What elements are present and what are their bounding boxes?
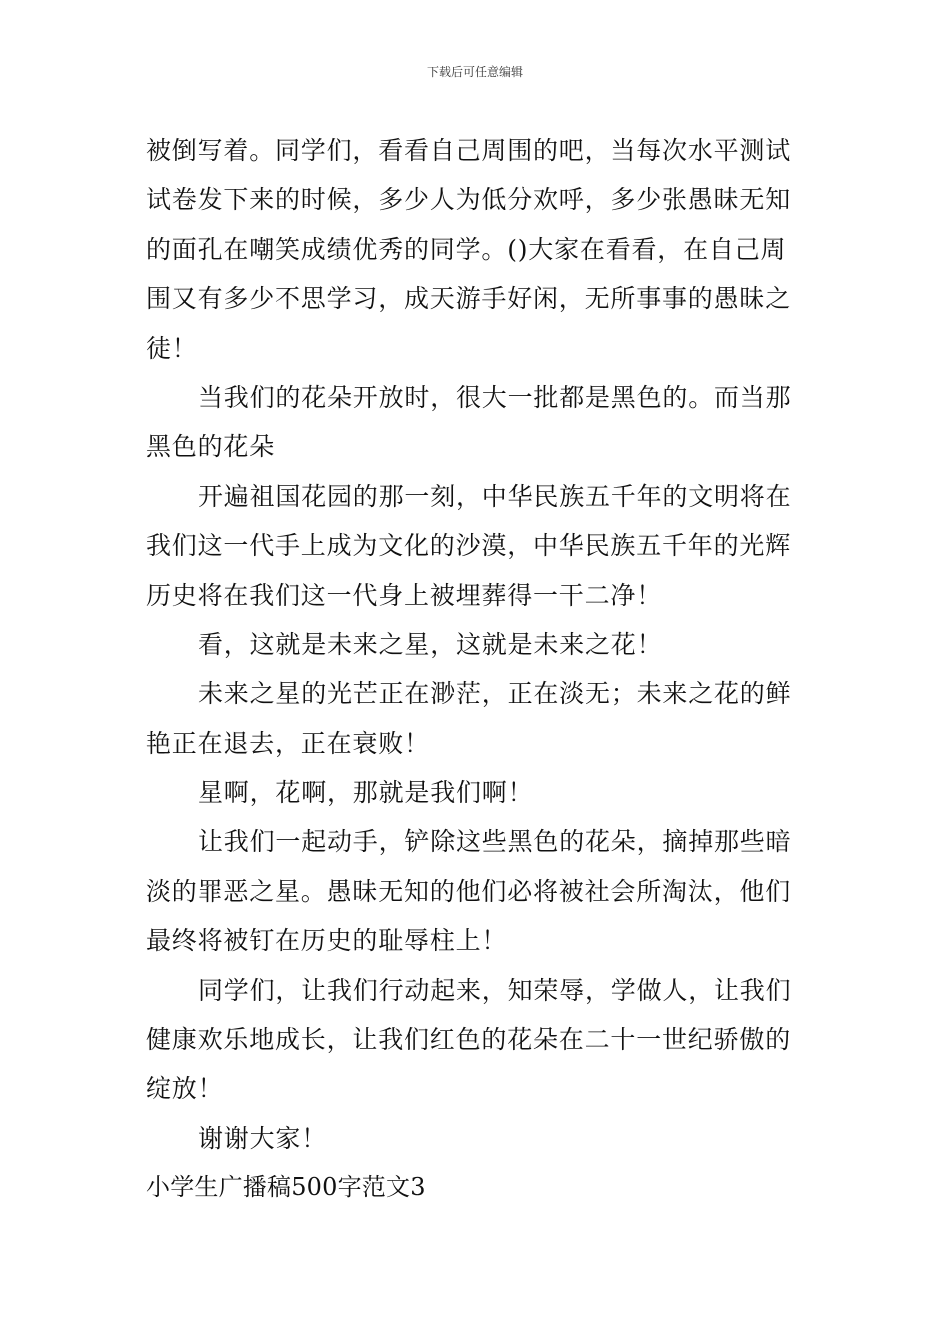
text-line: 的面孔在嘲笑成绩优秀的同学。()大家在看看，在自己周 [146,234,787,264]
text-line: 我们这一代手上成为文化的沙漠，中华民族五千年的光辉 [146,531,792,561]
text-line: 历史将在我们这一代身上被埋葬得一干二净！ [146,580,663,610]
paragraph-start: 开遍祖国花园的那一刻，中华民族五千年的文明将在 [198,481,792,511]
text-line: 艳正在退去，正在衰败！ [146,728,430,758]
page-header: 下载后可任意编辑 [426,65,523,79]
paragraph-start: 看，这就是未来之星，这就是未来之花！ [198,629,663,659]
text-line: 徒！ [146,333,198,363]
document-body [146,126,806,1213]
text-line: 被倒写着。同学们，看看自己周围的吧，当每次水平测试 [146,136,792,165]
section-title: 小学生广播稿500字范文3 [146,1173,426,1202]
paragraph-start: 未来之星的光芒正在渺茫，正在淡无；未来之花的鲜 [198,679,792,709]
paragraph-start: 当我们的花朵开放时，很大一批都是黑色的。而当那 [198,382,792,412]
paragraph-start: 同学们，让我们行动起来，知荣辱，学做人，让我们 [198,975,792,1005]
text-line: 绽放！ [146,1074,224,1104]
text-line: 围又有多少不思学习，成天游手好闲，无所事事的愚昧之 [146,284,792,314]
paragraph-start: 谢谢大家！ [198,1123,328,1153]
text-line: 最终将被钉在历史的耻辱柱上！ [146,926,508,956]
paragraph-start: 让我们一起动手，铲除这些黑色的花朵，摘掉那些暗 [198,827,792,857]
paragraph-start: 星啊，花啊，那就是我们啊！ [198,778,534,808]
text-line: 淡的罪恶之星。愚昧无知的他们必将被社会所淘汰，他们 [146,876,792,906]
text-line: 试卷发下来的时候，多少人为低分欢呼，多少张愚昧无知 [146,185,792,215]
text-line: 健康欢乐地成长，让我们红色的花朵在二十一世纪骄傲的 [146,1025,792,1055]
text-line: 黑色的花朵 [146,432,276,462]
